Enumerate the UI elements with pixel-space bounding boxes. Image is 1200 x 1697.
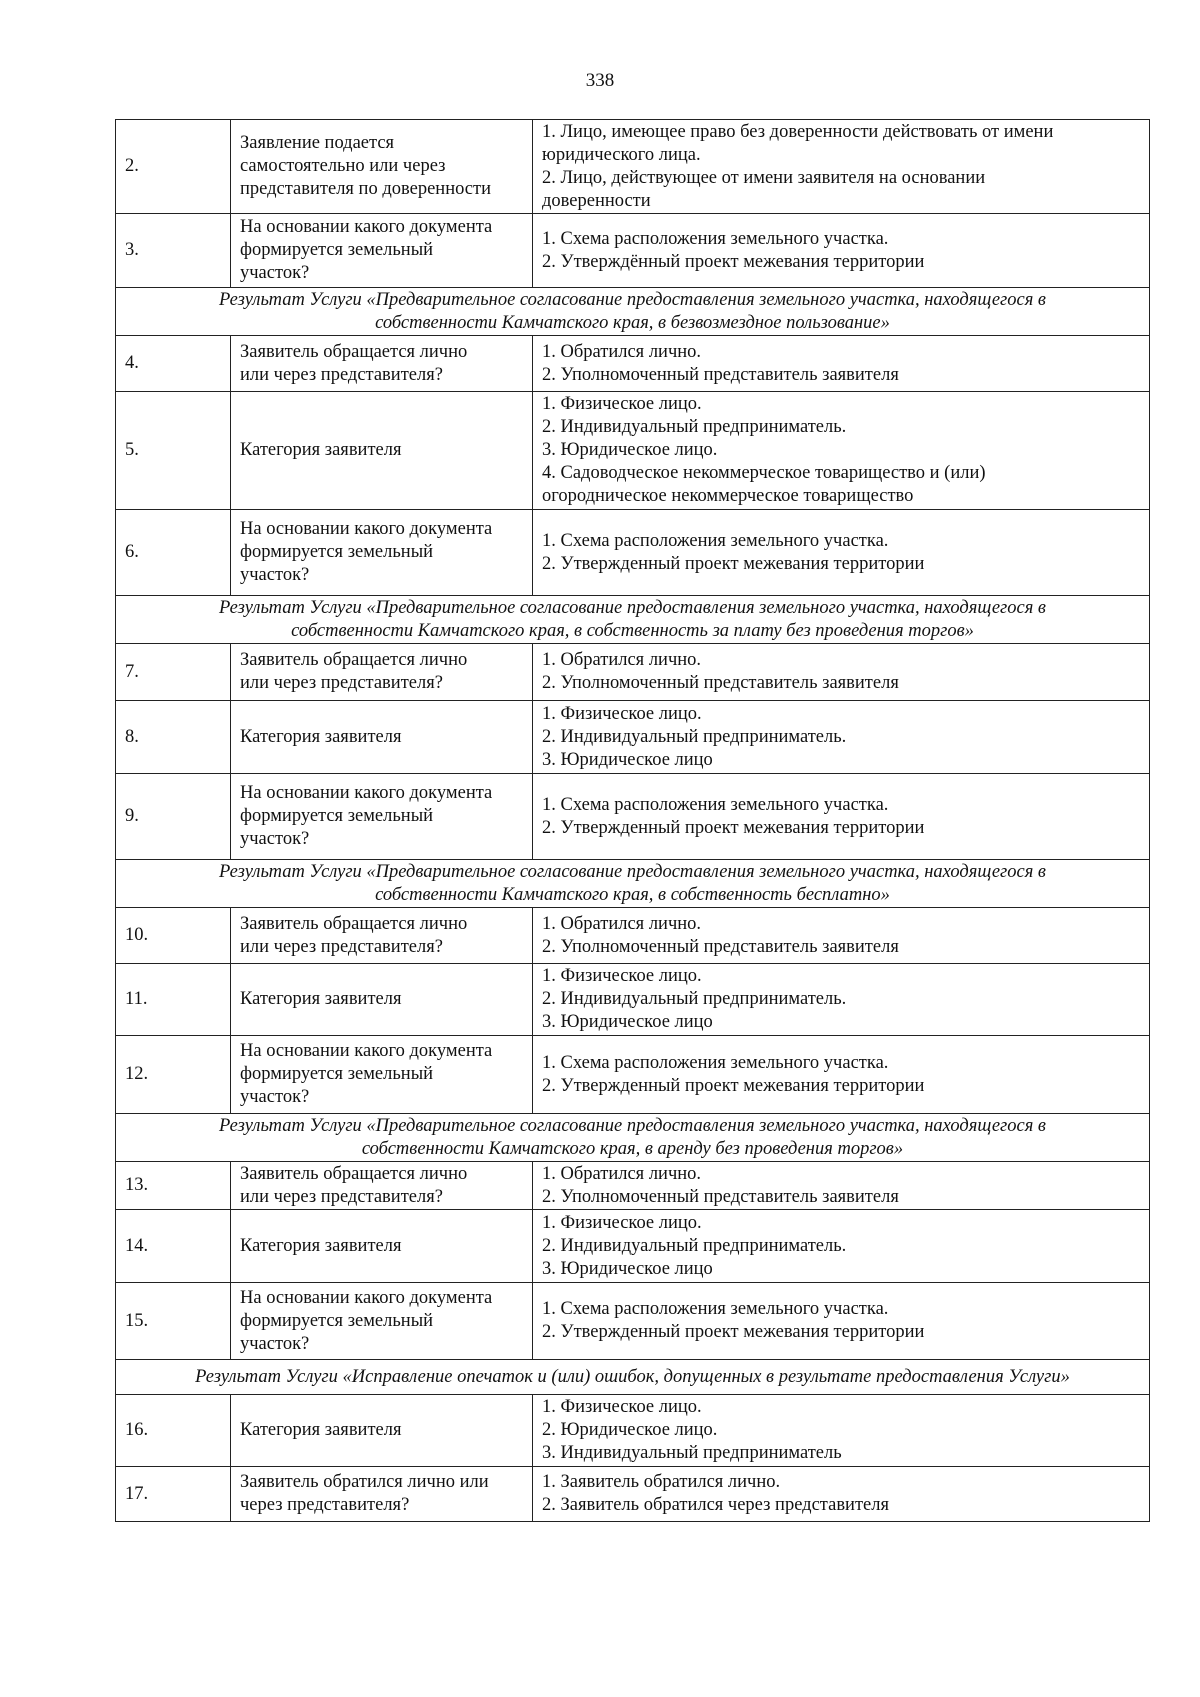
criterion-question xyxy=(231,392,533,510)
text-line: Категория заявителя xyxy=(240,726,402,747)
criterion-question xyxy=(231,1036,533,1114)
text-line: Заявление подается xyxy=(240,133,395,153)
criterion-question xyxy=(231,774,533,860)
text-line: На основании какого документа xyxy=(240,519,493,539)
text-line: формируется земельный xyxy=(240,240,434,260)
row-number: 5. xyxy=(116,392,231,510)
criterion-answers xyxy=(533,510,1150,596)
text-line: Результат Услуги «Предварительное согласование предоставления земельного участка, находящегося в xyxy=(219,597,1046,618)
text-line: 3. Юридическое лицо. xyxy=(542,440,718,460)
section-title xyxy=(116,860,1150,908)
text-line: 2. Индивидуальный предприниматель. xyxy=(542,726,847,747)
row-number: 7. xyxy=(116,644,231,701)
criterion-question xyxy=(231,644,533,701)
criterion-answers xyxy=(533,1395,1150,1467)
text-line: 3. Юридическое лицо xyxy=(542,749,713,770)
text-line: 1. Обратился лично. xyxy=(542,913,702,934)
text-line: 2. Юридическое лицо. xyxy=(542,1420,718,1440)
criterion-question xyxy=(231,510,533,596)
criterion-question xyxy=(231,964,533,1036)
row-number: 12. xyxy=(116,1036,231,1114)
criterion-answers xyxy=(533,120,1150,214)
criterion-question xyxy=(231,1283,533,1360)
section-title xyxy=(116,596,1150,644)
table-row xyxy=(116,908,1150,964)
text-line: формируется земельный xyxy=(240,1064,434,1084)
text-line: На основании какого документа xyxy=(240,217,493,237)
section-header-row xyxy=(116,288,1150,336)
text-line: 1. Физическое лицо. xyxy=(542,703,702,724)
section-title xyxy=(116,1114,1150,1162)
section-title xyxy=(116,288,1150,336)
table-row xyxy=(116,964,1150,1036)
text-line: юридического лица. xyxy=(542,144,701,165)
text-line: доверенности xyxy=(542,190,651,211)
text-line: Категория заявителя xyxy=(240,440,402,460)
text-line: 1. Физическое лицо. xyxy=(542,394,702,414)
section-header-row xyxy=(116,596,1150,644)
table-row xyxy=(116,1162,1150,1210)
criterion-question xyxy=(231,120,533,214)
row-number: 17. xyxy=(116,1467,231,1522)
criterion-answers xyxy=(533,644,1150,701)
row-number: 3. xyxy=(116,214,231,288)
text-line: формируется земельный xyxy=(240,1310,434,1331)
text-line: собственности Камчатского края, в безвозмездное пользование» xyxy=(375,312,890,333)
text-line: 2. Уполномоченный представитель заявителя xyxy=(542,673,899,693)
criterion-answers xyxy=(533,774,1150,860)
table-row xyxy=(116,1036,1150,1114)
criterion-answers xyxy=(533,964,1150,1036)
table-row xyxy=(116,1395,1150,1467)
row-number: 9. xyxy=(116,774,231,860)
text-line: собственности Камчатского края, в собственность за плату без проведения торгов» xyxy=(291,620,974,641)
text-line: 2. Утвержденный проект межевания территории xyxy=(542,1322,925,1342)
text-line: Категория заявителя xyxy=(240,1420,402,1440)
text-line: участок? xyxy=(240,565,310,585)
table-row xyxy=(116,1210,1150,1283)
text-line: 2. Лицо, действующее от имени заявителя на основании xyxy=(542,167,986,188)
criterion-answers xyxy=(533,701,1150,774)
text-line: Результат Услуги «Предварительное согласование предоставления земельного участка, находящегося в xyxy=(219,861,1046,882)
criterion-answers xyxy=(533,392,1150,510)
criterion-answers xyxy=(533,908,1150,964)
text-line: Заявитель обращается лично xyxy=(240,650,468,670)
text-line: формируется земельный xyxy=(240,542,434,562)
criterion-answers xyxy=(533,1162,1150,1210)
text-line: 2. Уполномоченный представитель заявителя xyxy=(542,1186,899,1207)
table-row xyxy=(116,1467,1150,1522)
criteria-table xyxy=(115,119,1150,1522)
text-line: На основании какого документа xyxy=(240,1287,493,1308)
text-line: участок? xyxy=(240,1333,310,1354)
table-row xyxy=(116,214,1150,288)
table-body xyxy=(116,120,1150,1522)
criterion-answers xyxy=(533,1283,1150,1360)
row-number: 14. xyxy=(116,1210,231,1283)
criterion-question xyxy=(231,214,533,288)
text-line: участок? xyxy=(240,263,310,283)
text-line: Результат Услуги «Исправление опечаток и (или) ошибок, допущенных в результате предоставления Услуги» xyxy=(195,1366,1070,1387)
text-line: 1. Обратился лично. xyxy=(542,1163,702,1184)
section-title xyxy=(116,1360,1150,1395)
criterion-question xyxy=(231,1395,533,1467)
text-line: Результат Услуги «Предварительное согласование предоставления земельного участка, находящегося в xyxy=(219,1115,1046,1136)
text-line: собственности Камчатского края, в аренду без проведения торгов» xyxy=(361,1138,904,1159)
text-line: 1. Схема расположения земельного участка. xyxy=(542,1052,889,1073)
text-line: На основании какого документа xyxy=(240,783,493,803)
text-line: 1. Лицо, имеющее право без доверенности действовать от имени xyxy=(542,121,1054,142)
row-number: 2. xyxy=(116,120,231,214)
text-line: 4. Садоводческое некоммерческое товарищество и (или) xyxy=(542,463,986,483)
text-line: огородническое некоммерческое товарищество xyxy=(542,486,914,506)
text-line: самостоятельно или через xyxy=(240,156,446,176)
section-header-row xyxy=(116,1114,1150,1162)
criterion-question xyxy=(231,1162,533,1210)
text-line: 2. Утвержденный проект межевания территории xyxy=(542,553,925,574)
text-line: 1. Обратился лично. xyxy=(542,650,702,670)
table-row xyxy=(116,336,1150,392)
row-number: 13. xyxy=(116,1162,231,1210)
text-line: представителя по доверенности xyxy=(240,179,492,199)
section-header-row xyxy=(116,1360,1150,1395)
criterion-answers xyxy=(533,1210,1150,1283)
criterion-question xyxy=(231,1210,533,1283)
text-line: 1. Физическое лицо. xyxy=(542,1397,702,1417)
text-line: или через представителя? xyxy=(240,1186,443,1207)
text-line: или через представителя? xyxy=(240,673,443,693)
table-row xyxy=(116,774,1150,860)
text-line: 1. Обратился лично. xyxy=(542,341,702,362)
section-header-row xyxy=(116,860,1150,908)
text-line: 2. Утвержденный проект межевания территории xyxy=(542,1075,925,1096)
text-line: На основании какого документа xyxy=(240,1041,493,1061)
text-line: Категория заявителя xyxy=(240,989,402,1009)
row-number: 16. xyxy=(116,1395,231,1467)
text-line: 3. Юридическое лицо xyxy=(542,1012,713,1032)
text-line: собственности Камчатского края, в собственность бесплатно» xyxy=(375,884,890,905)
text-line: 1. Заявитель обратился лично. xyxy=(542,1472,781,1492)
table-row xyxy=(116,1283,1150,1360)
text-line: 1. Физическое лицо. xyxy=(542,966,702,986)
text-line: 1. Схема расположения земельного участка. xyxy=(542,228,889,249)
row-number: 15. xyxy=(116,1283,231,1360)
text-line: формируется земельный xyxy=(240,806,434,826)
text-line: Заявитель обращается лично xyxy=(240,341,468,362)
text-line: 3. Юридическое лицо xyxy=(542,1258,713,1279)
text-line: или через представителя? xyxy=(240,364,443,385)
criterion-answers xyxy=(533,1036,1150,1114)
row-number: 8. xyxy=(116,701,231,774)
criterion-question xyxy=(231,1467,533,1522)
text-line: участок? xyxy=(240,1087,310,1107)
text-line: 2. Уполномоченный представитель заявителя xyxy=(542,936,899,957)
table-row xyxy=(116,701,1150,774)
text-line: 2. Утвержденный проект межевания территории xyxy=(542,817,925,838)
text-line: Заявитель обращается лично xyxy=(240,913,468,934)
criterion-question xyxy=(231,336,533,392)
text-line: участок? xyxy=(240,829,310,849)
text-line: Заявитель обращается лично xyxy=(240,1163,468,1184)
text-line: 1. Схема расположения земельного участка. xyxy=(542,1299,889,1319)
table-row xyxy=(116,392,1150,510)
row-number: 4. xyxy=(116,336,231,392)
text-line: 2. Индивидуальный предприниматель. xyxy=(542,417,847,437)
table-row xyxy=(116,510,1150,596)
criterion-answers xyxy=(533,336,1150,392)
text-line: 2. Индивидуальный предприниматель. xyxy=(542,989,847,1009)
text-line: или через представителя? xyxy=(240,936,443,957)
text-line: Результат Услуги «Предварительное согласование предоставления земельного участка, находящегося в xyxy=(219,289,1046,310)
text-line: 2. Утверждённый проект межевания территории xyxy=(542,251,925,272)
criterion-answers xyxy=(533,1467,1150,1522)
text-line: Заявитель обратился лично или xyxy=(240,1472,489,1492)
criterion-question xyxy=(231,908,533,964)
row-number: 6. xyxy=(116,510,231,596)
row-number: 10. xyxy=(116,908,231,964)
text-line: 3. Индивидуальный предприниматель xyxy=(542,1443,842,1463)
text-line: через представителя? xyxy=(240,1495,410,1515)
text-line: 2. Уполномоченный представитель заявителя xyxy=(542,364,899,385)
text-line: 2. Заявитель обратился через представителя xyxy=(542,1495,889,1515)
text-line: 2. Индивидуальный предприниматель. xyxy=(542,1235,847,1256)
text-line: 1. Схема расположения земельного участка. xyxy=(542,530,889,551)
criterion-answers xyxy=(533,214,1150,288)
page-number: 338 xyxy=(585,70,615,91)
table-row xyxy=(116,120,1150,214)
row-number: 11. xyxy=(116,964,231,1036)
text-line: 1. Физическое лицо. xyxy=(542,1212,702,1233)
table-row xyxy=(116,644,1150,701)
text-line: Категория заявителя xyxy=(240,1235,402,1256)
text-line: 1. Схема расположения земельного участка. xyxy=(542,794,889,815)
criterion-question xyxy=(231,701,533,774)
